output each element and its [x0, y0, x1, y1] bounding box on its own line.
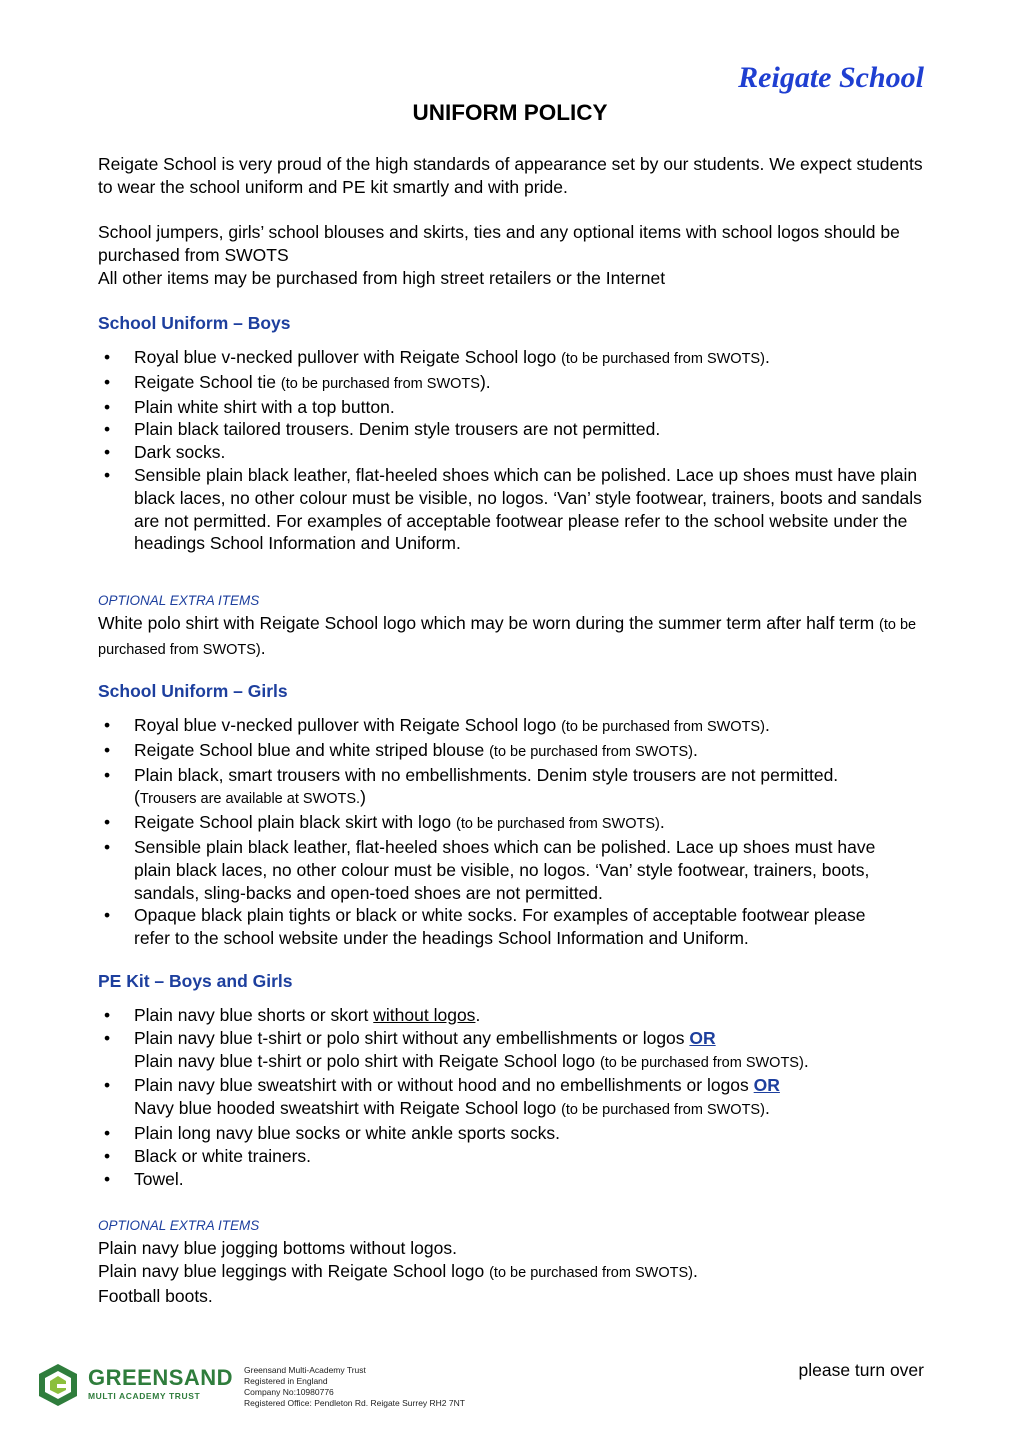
pe-optional-label: OPTIONAL EXTRA ITEMS	[98, 1218, 260, 1233]
purchase-paragraph	[98, 221, 938, 289]
greensand-logo	[36, 1362, 234, 1408]
list-item: • Plain black, smart trousers with no embellishments. Denim style trousers are not permitted. (Trousers are available at SWOTS.)	[98, 764, 898, 812]
trust-company-number: Company No:10980776	[244, 1387, 334, 1397]
boys-list	[98, 346, 928, 555]
logo-subtitle: MULTI ACADEMY TRUST	[88, 1391, 201, 1401]
list-item: • Plain black tailored trousers. Denim style trousers are not permitted.	[98, 418, 928, 441]
trust-office: Registered Office: Pendleton Rd. Reigate Surrey RH2 7NT	[244, 1398, 465, 1408]
school-name: Reigate School	[738, 61, 924, 94]
list-item: • Plain navy blue t-shirt or polo shirt without any embellishments or logos OR Plain navy blue t-shirt or polo shirt with Reigate School logo (to be purchased from SWOTS).	[98, 1027, 928, 1075]
list-item: • Black or white trainers.	[98, 1145, 928, 1168]
list-item: • Plain white shirt with a top button.	[98, 396, 928, 419]
list-item: • Reigate School tie (to be purchased from SWOTS).	[98, 371, 928, 396]
list-item: • Towel.	[98, 1168, 928, 1191]
greensand-shield-icon	[36, 1362, 80, 1408]
intro-paragraph: Reigate School is very proud of the high standards of appearance set by our students. We expect students to wear the school uniform and PE kit smartly and with pride.	[98, 154, 923, 197]
purchase-line-swots: School jumpers, girls’ school blouses and skirts, ties and any optional items with school logos should be purchased from SWOTS	[98, 222, 900, 265]
page-title: UNIFORM POLICY	[412, 100, 608, 125]
optional-item: Plain navy blue leggings with Reigate School logo (to be purchased from SWOTS).	[98, 1260, 698, 1281]
pe-optional-items	[98, 1237, 938, 1307]
trust-details	[244, 1365, 465, 1409]
list-item: • Plain navy blue sweatshirt with or without hood and no embellishments or logos OR Navy blue hooded sweatshirt with Reigate School logo (to be purchased from SWOTS).	[98, 1074, 928, 1122]
list-item: • Opaque black plain tights or black or white socks. For examples of acceptable footwear please refer to the school website under the headings School Information and Uniform.	[98, 904, 898, 950]
list-item: • Sensible plain black leather, flat-heeled shoes which can be polished. Lace up shoes must have plain black laces, no other colour must be visible, no logos. ‘Van’ style footwear, trainers, boots and sandals are not permitted. For examples of acceptable footwear please refer to the school website under the headings School Information and Uniform.	[98, 464, 928, 555]
boys-optional-label: OPTIONAL EXTRA ITEMS	[98, 593, 260, 608]
pe-heading: PE Kit – Boys and Girls	[98, 971, 293, 991]
boys-optional-text: White polo shirt with Reigate School logo which may be worn during the summer term after half term (to be purchased from SWOTS).	[98, 613, 917, 658]
list-item: • Reigate School blue and white striped blouse (to be purchased from SWOTS).	[98, 739, 898, 764]
list-item: • Reigate School plain black skirt with logo (to be purchased from SWOTS).	[98, 811, 898, 836]
list-item: • Dark socks.	[98, 441, 928, 464]
list-item: • Royal blue v-necked pullover with Reigate School logo (to be purchased from SWOTS).	[98, 714, 898, 739]
boys-heading: School Uniform – Boys	[98, 313, 291, 333]
trust-name: Greensand Multi-Academy Trust	[244, 1365, 366, 1375]
list-item: • Plain navy blue shorts or skort without logos.	[98, 1004, 928, 1027]
turn-over-note: please turn over	[798, 1360, 924, 1380]
list-item: • Royal blue v-necked pullover with Reigate School logo (to be purchased from SWOTS).	[98, 346, 928, 371]
girls-heading: School Uniform – Girls	[98, 681, 288, 701]
logo-wordmark: GREENSAND	[88, 1365, 234, 1390]
optional-item: Football boots.	[98, 1285, 213, 1306]
pe-list	[98, 1004, 928, 1190]
girls-list	[98, 714, 898, 950]
optional-item: Plain navy blue jogging bottoms without logos.	[98, 1238, 457, 1258]
list-item: • Plain long navy blue socks or white ankle sports socks.	[98, 1122, 928, 1145]
list-item: • Sensible plain black leather, flat-heeled shoes which can be polished. Lace up shoes must have plain black laces, no other colour must be visible, no logos. ‘Van’ style footwear, trainers, boots, sandals, sling-backs and open-toed shoes are not permitted.	[98, 836, 898, 904]
trust-registered: Registered in England	[244, 1376, 328, 1386]
purchase-line-retail: All other items may be purchased from high street retailers or the Internet	[98, 267, 666, 288]
